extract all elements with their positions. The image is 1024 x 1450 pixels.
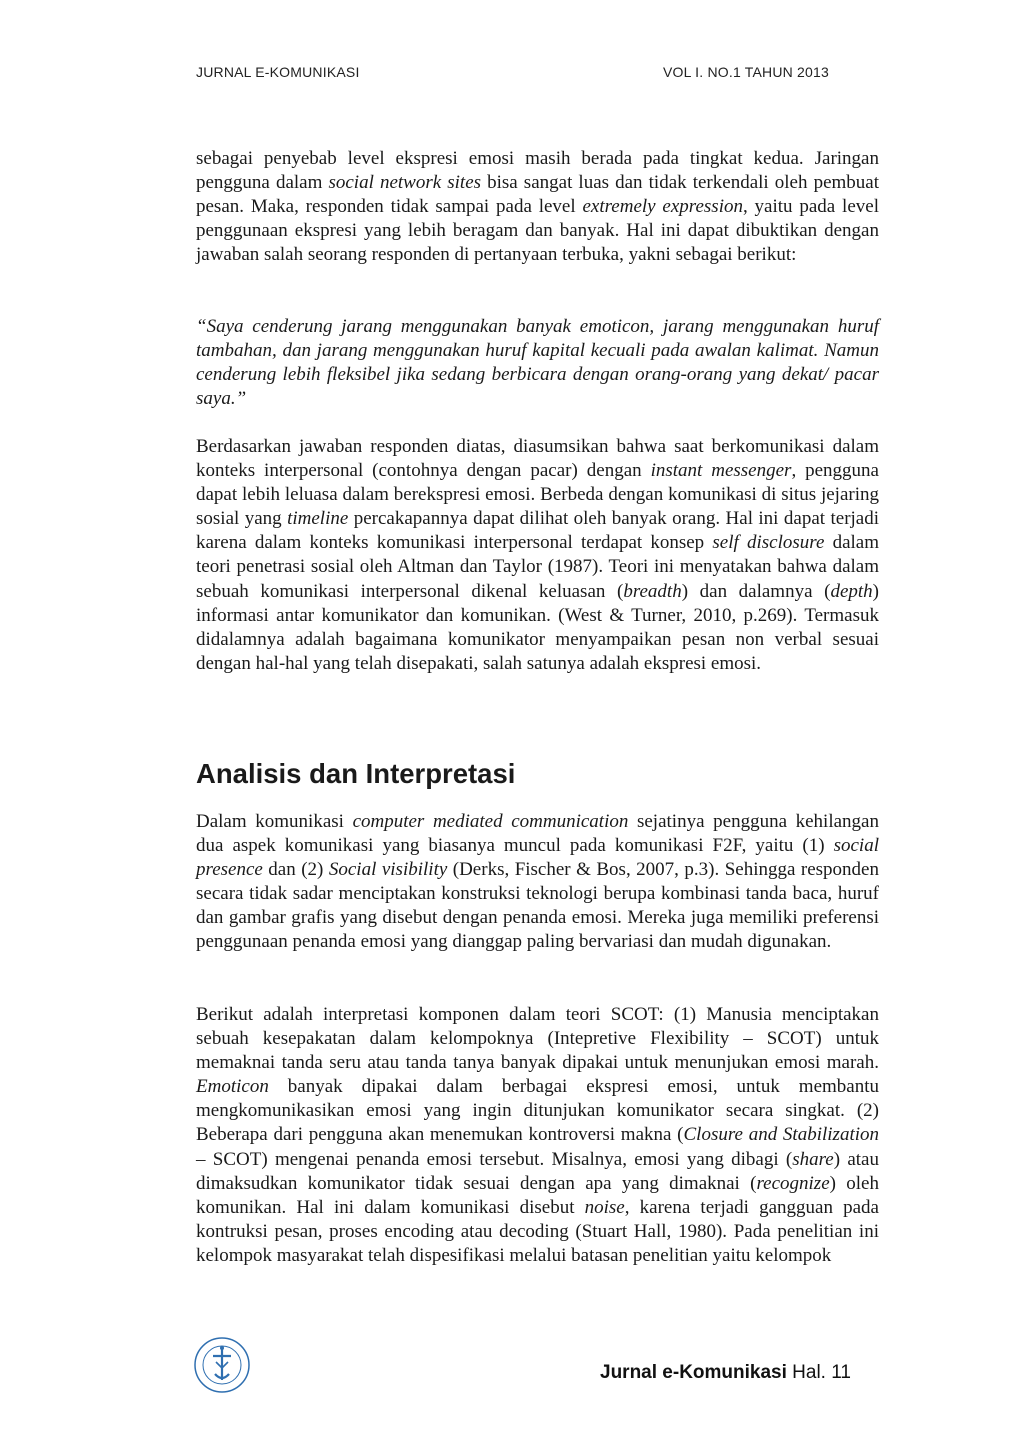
paragraph-level-expression: sebagai penyebab level ekspresi emosi masih berada pada tingkat kedua. Jaringan pengguna dalam social network sites bisa sangat luas dan tidak terkendali oleh pembuat pesan. Maka, responden tidak sampai pada level extremely expression, yaitu pada level penggunaan ekspresi yang lebih beragam dan banyak. Hal ini dapat dibuktikan dengan jawaban salah seorang responden di pertanyaan terbuka, yakni sebagai berikut: [196, 148, 879, 266]
italic-term: Emoticon [196, 1076, 269, 1098]
italic-term: recognize [756, 1172, 830, 1194]
footer-journal-name: Jurnal e-Komunikasi [600, 1362, 787, 1383]
paragraph-scot-interpretation: Berikut adalah interpretasi komponen dalam teori SCOT: (1) Manusia menciptakan sebuah kesepakatan dalam kelompoknya (Intepretive Flexibility – SCOT) untuk memaknai tanda seru atau tanda tanya banyak dipakai untuk menunjukan emosi marah. Emoticon banyak dipakai dalam berbagai ekspresi emosi, untuk membantu mengkomunikasikan emosi yang ingin ditunjukan komunikator secara singkat. (2) Beberapa dari pengguna akan menemukan kontroversi makna (Closure and Stabilization – SCOT) mengenai penanda emosi tersebut. Misalnya, emosi yang dibagi (share) atau dimaksudkan komunikator tidak sesuai dengan apa yang dimaknai (recognize) oleh komunikan. Hal ini dalam komunikasi disebut noise, karena terjadi gangguan pada kontruksi pesan, proses encoding atau decoding (Stuart Hall, 1980). Pada penelitian ini kelompok masyarakat telah dispesifikasi melalui batasan penelitian yaitu kelompok [196, 1004, 879, 1266]
section-heading: Analisis dan Interpretasi [196, 758, 516, 789]
footer-page-number: Hal. 11 [792, 1362, 851, 1383]
university-seal-icon [193, 1336, 251, 1394]
italic-term: instant messenger [650, 460, 792, 482]
italic-term: Social visibility [328, 859, 448, 881]
italic-term: share [792, 1148, 834, 1170]
italic-term: breadth [623, 580, 682, 602]
italic-term: timeline [287, 508, 349, 530]
italic-term: depth [830, 580, 873, 602]
paragraph-cmc: Dalam komunikasi computer mediated communication sejatinya pengguna kehilangan dua aspek komunikasi yang biasanya muncul pada komunikasi F2F, yaitu (1) social presence dan (2) Social visibility (Derks, Fischer & Bos, 2007, p.3). Sehingga responden secara tidak sadar menciptakan konstruksi teknologi berupa kombinasi tanda baca, huruf dan gambar grafis yang disebut dengan penanda emosi. Mereka juga memiliki preferensi penggunaan penanda emosi yang dianggap paling bervariasi dan mudah digunakan. [196, 811, 879, 953]
page-footer [600, 1362, 851, 1384]
paragraph-interpersonal-context: Berdasarkan jawaban responden diatas, diasumsikan bahwa saat berkomunikasi dalam konteks interpersonal (contohnya dengan pacar) dengan instant messenger, pengguna dapat lebih leluasa dalam berekspresi emosi. Berbeda dengan komunikasi di situs jejaring sosial yang timeline percakapannya dapat dilihat oleh banyak orang. Hal ini dapat terjadi karena dalam konteks komunikasi interpersonal terdapat konsep self disclosure dalam teori penetrasi sosial oleh Altman dan Taylor (1987). Teori ini menyatakan bahwa dalam sebuah komunikasi interpersonal dikenal keluasan (breadth) dan dalamnya (depth) informasi antar komunikator dan komunikan. (West & Turner, 2010, p.269). Termasuk didalamnya adalah bagaimana komunikator menyampaikan pesan non verbal sesuai dengan hal-hal yang telah disepakati, salah satunya adalah ekspresi emosi. [196, 436, 880, 674]
italic-term: social network sites [328, 172, 482, 194]
italic-term: extremely expression [582, 196, 743, 218]
running-header-volume: VOL I. NO.1 TAHUN 2013 [663, 64, 829, 80]
italic-term: noise [584, 1196, 625, 1218]
respondent-quote: “Saya cenderung jarang menggunakan banyak emoticon, jarang menggunakan huruf tambahan, dan jarang menggunakan huruf kapital kecuali pada awalan kalimat. Namun cenderung lebih fleksibel jika sedang berbicara dengan orang-orang yang dekat/ pacar saya.” [196, 316, 879, 410]
italic-term: social presence [196, 835, 879, 881]
running-header-journal: JURNAL E-KOMUNIKASI [196, 64, 360, 80]
italic-term: computer mediated communication [352, 811, 629, 832]
italic-term: Closure and Stabilization [683, 1124, 879, 1146]
italic-term: self disclosure [712, 532, 825, 554]
